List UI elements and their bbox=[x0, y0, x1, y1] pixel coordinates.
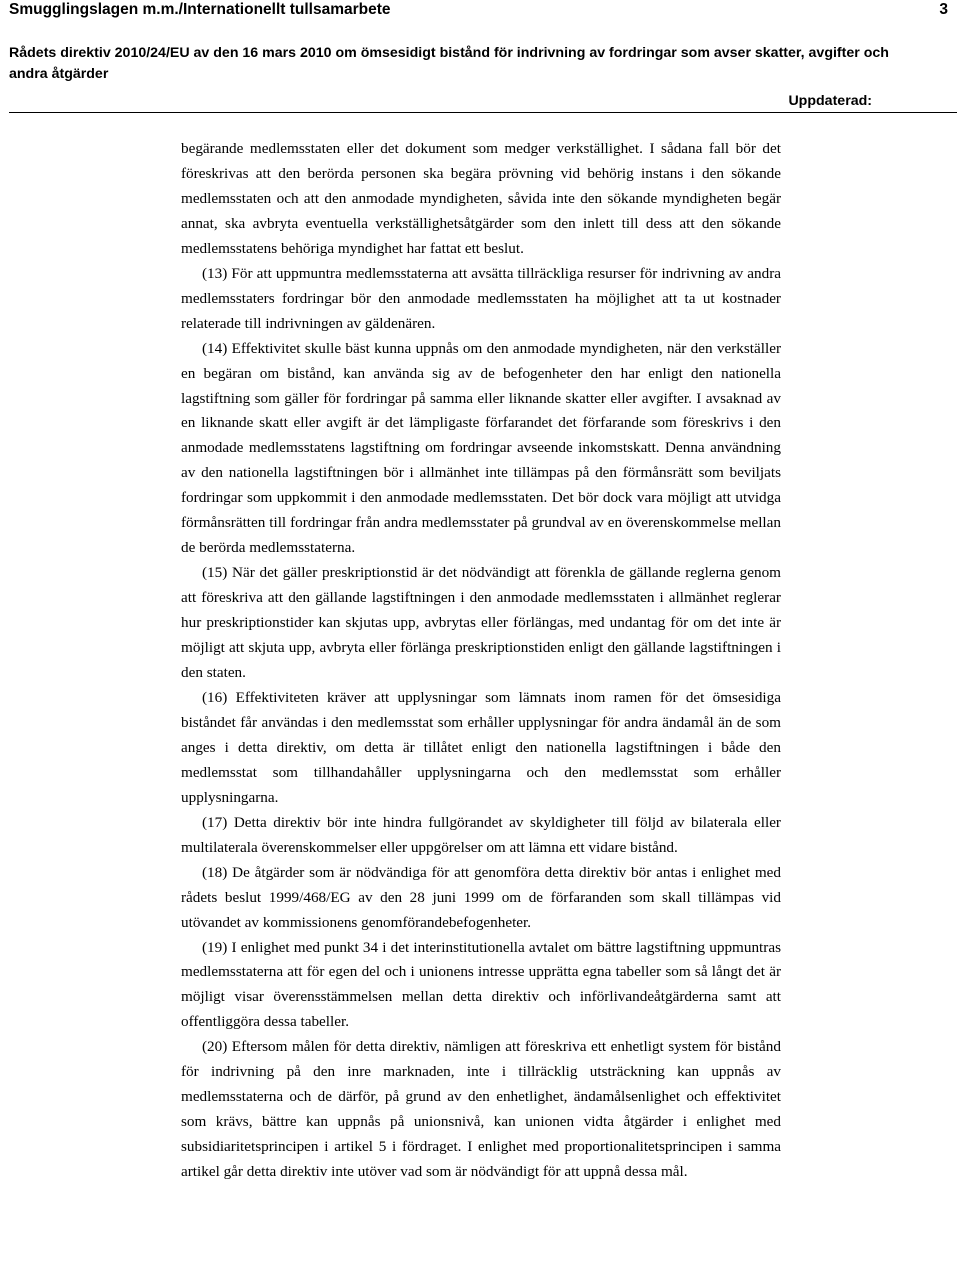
document-title: Smugglingslagen m.m./Internationellt tullsamarbete bbox=[9, 1, 391, 18]
paragraph-continuation: begärande medlemsstaten eller det dokument som medger verkställighet. I sådana fall bör det föreskrivas att den berörda personen ska begära prövning vid behörig instans i den sökande medlemsstaten och att den anmodade myndigheten, såvida inte den sökande myndigheten begär annat, ska avbryta eventuella verkställighetsåtgärder som den inlett till dess att den sökande medlemsstatens behöriga myndighet har fattat ett beslut. bbox=[181, 140, 781, 257]
document-body bbox=[181, 137, 781, 1185]
paragraph-17: (17) Detta direktiv bör inte hindra fullgörandet av skyldigheter till följd av bilaterala eller multilaterala överenskommelser eller uppgörelser om att lämna ett vidare bistånd. bbox=[181, 813, 781, 856]
paragraph-18: (18) De åtgärder som är nödvändiga för att genomföra detta direktiv bör antas i enlighet med rådets beslut 1999/468/EG av den 28 juni 1999 om de förfaranden som skall tillämpas vid utövandet av kommissionens genomförandebefogenheter. bbox=[181, 863, 781, 931]
header-divider bbox=[9, 112, 957, 113]
page-number: 3 bbox=[939, 1, 948, 18]
paragraph-14: (14) Effektivitet skulle bäst kunna uppnås om den anmodade myndigheten, när den verkställer en begäran om bistånd, kan använda sig av de befogenheter den har enligt den nationella lagstiftning som gäller för fordringar på samma eller liknande skatter eller avgifter. I avsaknad av en liknande skatt eller avgift är det lämpligaste förfarandet det förfarande som föreskrivs i den anmodade medlemsstatens lagstiftning om fordringar avseende inkomstskatt. Denna användning av den nationella lagstiftningen bör i allmänhet inte tillämpas på den förmånsrätt som beviljats fordringar som uppkommit i den anmodade medlemsstaten. Det bör dock vara möjligt att utvidga förmånsrätten till fordringar från andra medlemsstater på grundval av en överenskommelse mellan de berörda medlemsstaterna. bbox=[181, 339, 781, 557]
page-header bbox=[0, 0, 960, 116]
paragraph-19: (19) I enlighet med punkt 34 i det interinstitutionella avtalet om bättre lagstiftning uppmuntras medlemsstaterna att för egen del och i unionens intresse upprätta egna tabeller som så långt det är möjligt visar överensstämmelsen mellan detta direktiv och införlivandeåtgärderna samt att offentliggöra dessa tabeller. bbox=[181, 938, 781, 1031]
updated-label: Uppdaterad: bbox=[788, 93, 872, 109]
document-subtitle: Rådets direktiv 2010/24/EU av den 16 mars 2010 om ömsesidigt bistånd för indrivning av fordringar som avser skatter, avgifter och andra åtgärder bbox=[9, 45, 889, 82]
paragraph-20: (20) Eftersom målen för detta direktiv, nämligen att föreskriva ett enhetligt system för bistånd för indrivning på den inre marknaden, inte i tillräcklig utsträckning kan uppnås av medlemsstaterna och de därför, på grund av den enhetlighet, ändamålsenlighet och effektivitet som krävs, bättre kan uppnås på unionsnivå, kan unionen vidta åtgärder i enlighet med subsidiaritetsprincipen i artikel 5 i fördraget. I enlighet med proportionalitetsprincipen i samma artikel går detta direktiv inte utöver vad som är nödvändigt för att uppnå dessa mål. bbox=[181, 1038, 781, 1181]
paragraph-13: (13) För att uppmuntra medlemsstaterna att avsätta tillräckliga resurser för indrivning av andra medlemsstaters fordringar bör den anmodade medlemsstaten ha möjlighet att ta ut kostnader relaterade till indrivningen av gäldenären. bbox=[181, 264, 781, 332]
paragraph-15: (15) När det gäller preskriptionstid är det nödvändigt att förenkla de gällande reglerna genom att föreskriva att den gällande lagstiftningen i den anmodade medlemsstaten i allmänhet reglerar hur preskriptionstider kan skjutas upp, avbrytas eller förlängas, med undantag för om det inte är möjligt att skjuta upp, avbryta eller förlänga preskriptionstiden enligt den gällande lagstiftningen i den staten. bbox=[181, 564, 781, 682]
paragraph-16: (16) Effektiviteten kräver att upplysningar som lämnats inom ramen för det ömsesidiga biståndet får användas i den medlemsstat som erhåller upplysningar för andra ändamål än de som anges i detta direktiv, om detta är tillåtet enligt den nationella lagstiftningen i både den medlemsstat som tillhandahåller upplysningarna och den medlemsstat som erhåller upplysningarna. bbox=[181, 688, 781, 806]
